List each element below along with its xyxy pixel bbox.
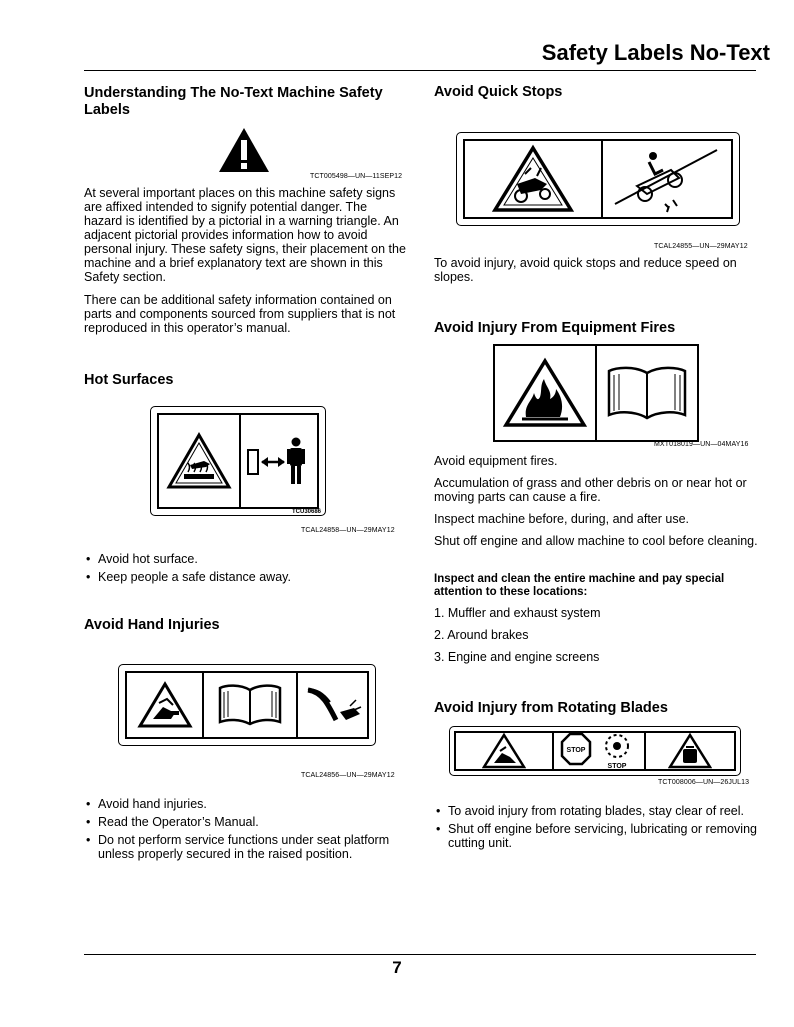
- image-code: TCAL24856—UN—29MAY12: [301, 772, 395, 779]
- list-item: 3. Engine and engine screens: [434, 650, 600, 664]
- rollover-hazard-icon: [491, 144, 575, 214]
- list-item: • Avoid hot surface.: [84, 552, 406, 566]
- footer-rule: [84, 954, 756, 955]
- hand-injury-safety-label: [118, 664, 376, 746]
- blades-bullets: [434, 804, 762, 854]
- hot-surfaces-heading: Hot Surfaces: [84, 372, 174, 388]
- general-warning-triangle-icon: [217, 126, 271, 174]
- fires-text-3: Inspect machine before, during, and after use.: [434, 512, 690, 526]
- hot-surfaces-bullets: [84, 552, 406, 588]
- fires-text-1: Avoid equipment fires.: [434, 454, 558, 468]
- operators-manual-icon: [605, 363, 689, 423]
- image-code: MXT018019—UN—04MAY16: [654, 441, 749, 448]
- stop-caption-text: STOP: [607, 763, 627, 770]
- service-panel: [298, 673, 367, 737]
- hand-injuries-bullets: [84, 797, 406, 865]
- person-distance-icon: [244, 432, 314, 490]
- fire-manual-panel: [597, 346, 697, 440]
- reel-hazard-panel: [646, 733, 734, 769]
- list-item: 2. Around brakes: [434, 628, 529, 642]
- stop-panel: [554, 733, 646, 769]
- fire-safety-label: [493, 344, 699, 442]
- quick-stops-safety-label: [456, 132, 740, 226]
- list-item: 1. Muffler and exhaust system: [434, 606, 601, 620]
- fires-text-4: Shut off engine and allow machine to cool before cleaning.: [434, 534, 758, 548]
- seat-platform-hazard-icon: [302, 682, 364, 728]
- list-item: • To avoid injury from rotating blades, stay clear of reel.: [434, 804, 762, 818]
- quick-stops-heading: Avoid Quick Stops: [434, 84, 563, 100]
- slope-mower-icon: [607, 142, 727, 216]
- blade-hazard-panel: [456, 733, 554, 769]
- page-number: 7: [392, 958, 402, 977]
- understanding-para-2: There can be additional safety information contained on parts and components sourced from suppliers that is not reproduced in this operator’s manual.: [84, 293, 396, 335]
- hot-surface-safety-label: [150, 406, 326, 516]
- image-code: TCAL24855—UN—29MAY12: [654, 243, 748, 250]
- header-rule: [84, 70, 756, 71]
- image-code: TCT008006—UN—26JUL13: [658, 779, 750, 786]
- list-item: • Keep people a safe distance away.: [84, 570, 406, 584]
- rollover-hazard-panel: [465, 141, 603, 217]
- manual-panel: [204, 673, 298, 737]
- understanding-para-1: At several important places on this machine safety signs are affixed intended to signify potential danger. The hazard is identified by a pictorial in a warning triangle. An adjacent pictorial provides information how to avoid personal injury. These safety signs, their placement on the machine and a brief explanatory text are shown in this Safety section.: [84, 186, 406, 284]
- list-item: • Shut off engine before servicing, lubricating or removing cutting unit.: [434, 822, 762, 850]
- hand-crush-hazard-icon: [137, 681, 193, 729]
- blades-heading: Avoid Injury from Rotating Blades: [434, 700, 668, 716]
- understanding-heading: Understanding The No-Text Machine Safety Labels: [84, 85, 383, 118]
- blade-hazard-icon: [482, 733, 526, 769]
- fire-hazard-panel: [495, 346, 597, 440]
- image-code: TCAL24858—UN—29MAY12: [301, 527, 395, 534]
- image-code: TCT005498—UN—11SEP12: [310, 173, 403, 180]
- list-item: • Avoid hand injuries.: [84, 797, 406, 811]
- slope-panel: [603, 141, 731, 217]
- hot-surface-hazard-icon: [166, 432, 232, 490]
- fires-heading: Avoid Injury From Equipment Fires: [434, 320, 676, 336]
- fires-text-2: Accumulation of grass and other debris on or near hot or moving parts can cause a fire.: [434, 476, 747, 504]
- list-item: • Do not perform service functions under seat platform unless properly secured in the raised position.: [84, 833, 406, 861]
- hand-hazard-panel: [127, 673, 204, 737]
- reel-hazard-icon: [668, 733, 712, 769]
- hot-surface-panel: [159, 415, 241, 507]
- hand-injuries-heading: Avoid Hand Injuries: [84, 617, 220, 633]
- list-item: • Read the Operator’s Manual.: [84, 815, 406, 829]
- label-part-number: TCU30686: [291, 509, 321, 515]
- fire-hazard-icon: [502, 357, 588, 429]
- page-title: Safety Labels No-Text: [541, 40, 770, 65]
- safe-distance-panel: [241, 415, 317, 507]
- fires-bold-text: Inspect and clean the entire machine and pay special attention to these locations:: [434, 573, 725, 598]
- stop-rotating-reel-icon: [559, 732, 639, 770]
- stop-sign-text: STOP: [566, 747, 586, 754]
- operators-manual-icon: [216, 682, 284, 728]
- rotating-blades-safety-label: [449, 726, 741, 776]
- quick-stops-text: To avoid injury, avoid quick stops and reduce speed on slopes.: [434, 256, 737, 284]
